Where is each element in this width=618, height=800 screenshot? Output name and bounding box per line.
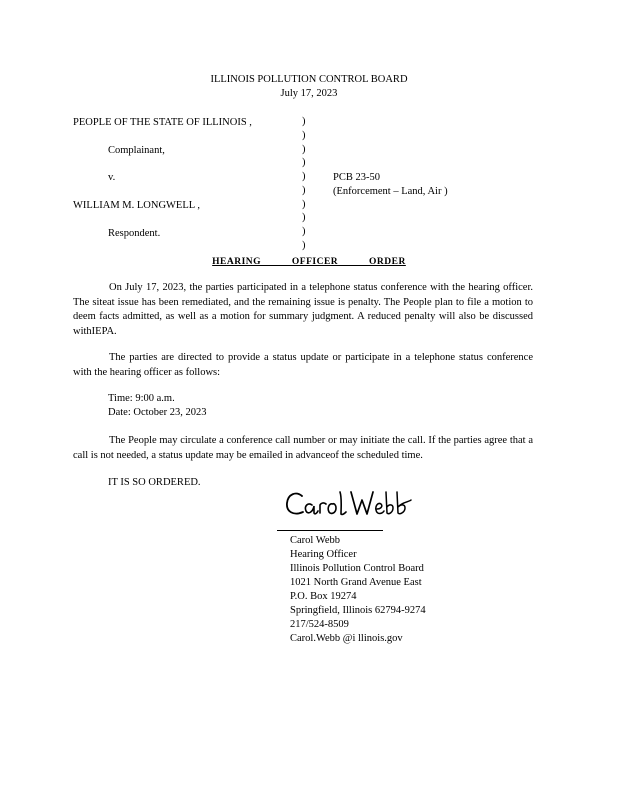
caption-versus: v. [108,172,116,183]
signer-name: Carol Webb [290,535,340,546]
paragraph-directive-text: The parties are directed to provide a status update or participate in a telephone status conference with the hearing officer as follows: [73,352,533,378]
caption-complainant: Complainant, [108,145,165,156]
caption-defendant: WILLIAM M. LONGWELL , [73,200,201,211]
caption-respondent: Respondent. [108,228,161,239]
conference-date: Date: October 23, 2023 [108,407,207,418]
signer-pobox: P.O. Box 19274 [290,591,357,602]
signer-street: 1021 North Grand Avenue East [290,577,422,588]
paragraph-call-text: The People may circulate a conference call number or may initiate the call. If the parties agree that a call is not needed, a status update may be emailed in advanceof the scheduled time. [73,435,533,461]
board-heading: ILLINOIS POLLUTION CONTROL BOARD [210,74,408,85]
signer-city: Springfield, Illinois 62794-9274 [290,605,426,616]
paragraph-call [73,434,533,463]
case-type: (Enforcement – Land, Air ) [333,186,448,197]
order-title: HEARING OFFICER ORDER [212,257,406,267]
paragraph-status-text: On July 17, 2023, the parties participated in a telephone status conference with the hearing officer. The siteat issue has been remediated, and the remaining issue is penalty. The People plan to file a motion to deem facts admitted, as well as a motion for summary judgment. A reduced penalty will also be discussed withIEPA. [73,282,533,337]
signature-block [290,534,426,646]
signer-organization: Illinois Pollution Control Board [290,563,424,574]
paragraph-status [73,281,533,339]
order-date: July 17, 2023 [280,88,338,99]
signer-phone: 217/524-8509 [290,619,349,630]
caption-parentheses: ) ) ) ) ) ) ) ) ) ) [302,116,306,251]
conference-time: Time: 9:00 a.m. [108,393,175,404]
so-ordered: IT IS SO ORDERED. [108,477,201,488]
handwritten-signature [284,488,414,524]
paragraph-directive [73,351,533,380]
signer-title: Hearing Officer [290,549,357,560]
case-number: PCB 23-50 [333,172,380,183]
signer-email: Carol.Webb @i llinois.gov [290,633,403,644]
caption-plaintiff: PEOPLE OF THE STATE OF ILLINOIS , [73,117,252,128]
signature-line [277,530,383,531]
